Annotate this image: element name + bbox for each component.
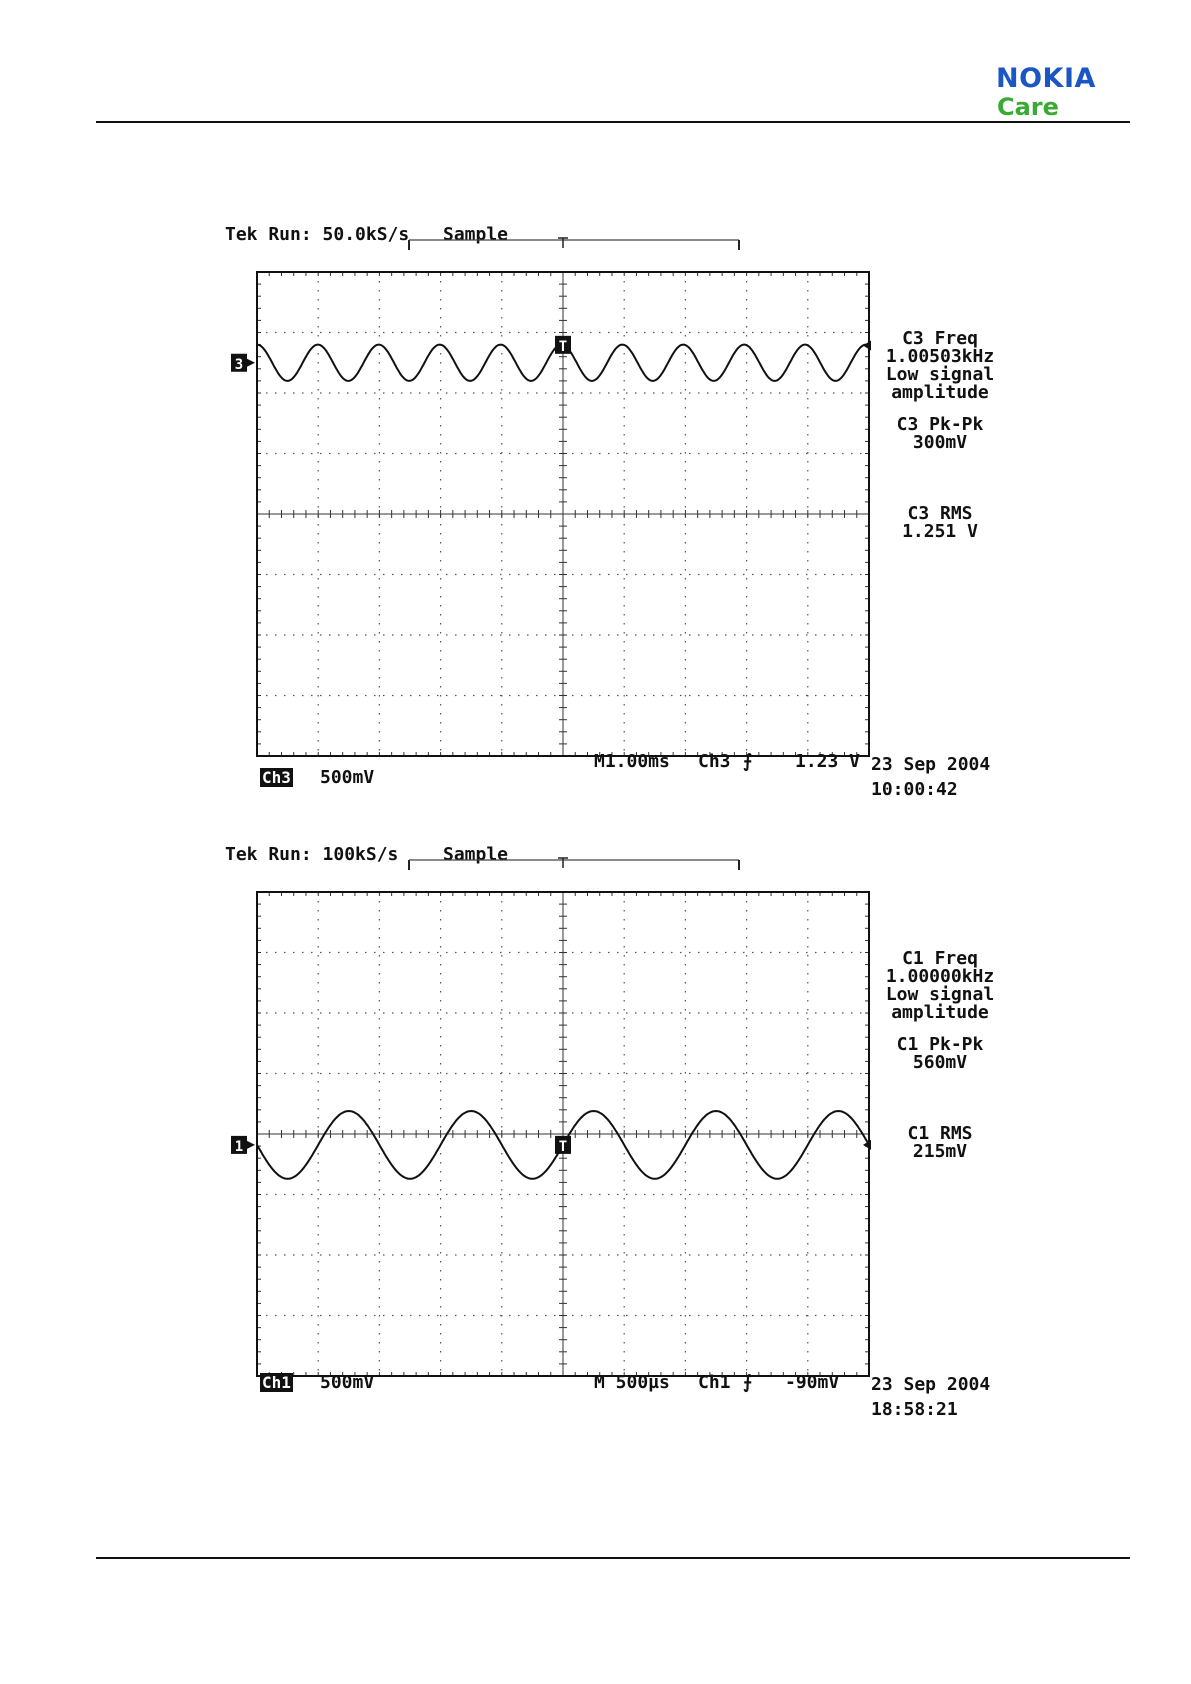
volts-per-div: 500mV — [320, 1372, 375, 1393]
pkpk-measurement — [880, 416, 1000, 452]
pkpk-value: 560mV — [912, 1052, 968, 1073]
nokia-wordmark: NOKIA — [996, 63, 1096, 94]
freq-value: 1.00000kHz — [885, 966, 995, 987]
freq-value: 1.00503kHz — [885, 346, 995, 367]
rms-label: C1 RMS — [907, 1123, 973, 1144]
capture-date: 23 Sep 2004 — [871, 754, 991, 775]
pkpk-label: C1 Pk-Pk — [896, 1034, 984, 1055]
channel-ground-arrow — [247, 1141, 255, 1149]
trigger-source: Ch1 — [698, 1372, 731, 1393]
pkpk-value: 300mV — [912, 432, 968, 453]
channel-ground-label: 3 — [234, 356, 244, 373]
rms-value: 215mV — [912, 1141, 968, 1162]
trigger-point-label: T — [558, 1138, 568, 1155]
channel-badge: Ch1 — [262, 1373, 291, 1392]
trigger-slope-icon: ⨍ — [743, 751, 753, 772]
trigger-level: -90mV — [785, 1372, 840, 1393]
care-wordmark: Care — [997, 93, 1059, 121]
timebase: M 500µs — [594, 1372, 670, 1393]
capture-time: 10:00:42 — [871, 779, 958, 800]
freq-note-line2: amplitude — [891, 1002, 989, 1023]
rms-measurement — [880, 1125, 1000, 1161]
capture-date: 23 Sep 2004 — [871, 1374, 991, 1395]
pkpk-measurement — [880, 1036, 1000, 1072]
acquisition-title: Tek Run: 50.0kS/s — [225, 224, 410, 245]
freq-label: C3 Freq — [902, 328, 978, 349]
timebase: M1.00ms — [594, 751, 670, 772]
acquisition-mode: Sample — [443, 224, 509, 245]
freq-note-line1: Low signal — [885, 984, 995, 1005]
freq-measurement — [880, 330, 1000, 402]
oscilloscope-capture-2 — [200, 840, 1020, 1430]
trigger-level: 1.23 V — [795, 751, 861, 772]
acquisition-title: Tek Run: 100kS/s — [225, 844, 399, 865]
channel-ground-label: 1 — [234, 1138, 244, 1155]
trigger-source: Ch3 — [698, 751, 731, 772]
trigger-level-arrow — [863, 340, 871, 350]
freq-note-line2: amplitude — [891, 382, 989, 403]
capture-time: 18:58:21 — [871, 1399, 958, 1420]
freq-label: C1 Freq — [902, 948, 978, 969]
volts-per-div: 500mV — [320, 767, 375, 788]
trigger-slope-icon: ⨍ — [743, 1372, 753, 1393]
acquisition-mode: Sample — [443, 844, 509, 865]
rms-label: C3 RMS — [907, 503, 973, 524]
freq-measurement — [880, 950, 1000, 1022]
channel-ground-arrow — [247, 359, 255, 367]
rms-value: 1.251 V — [902, 521, 978, 542]
header-rule — [96, 121, 1130, 123]
oscilloscope-capture-1 — [200, 220, 1020, 810]
nokia-care-logo — [996, 64, 1130, 124]
trigger-point-label: T — [558, 338, 568, 355]
footer-rule — [96, 1557, 1130, 1559]
pkpk-label: C3 Pk-Pk — [896, 414, 984, 435]
channel-badge: Ch3 — [262, 768, 291, 787]
rms-measurement — [880, 505, 1000, 541]
freq-note-line1: Low signal — [885, 364, 995, 385]
